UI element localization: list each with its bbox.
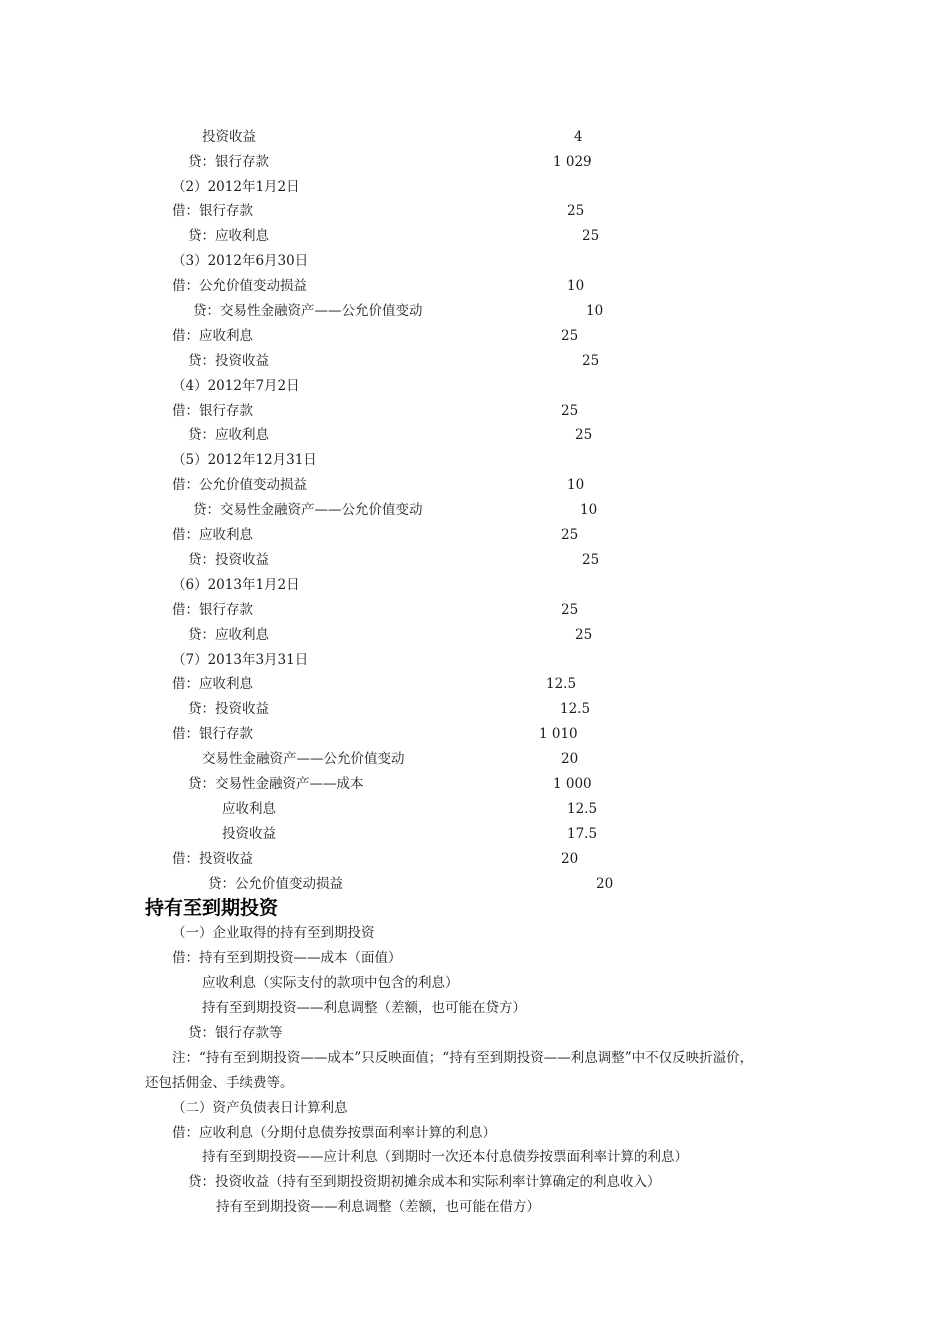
htm-line: 借：应收利息（分期付息债券按票面利率计算的利息） xyxy=(172,1125,496,1141)
entry-amount: 1 000 xyxy=(553,776,592,792)
entry-line: 借：公允价值变动损益 xyxy=(172,278,307,294)
entry-date: （2）2012年1月2日 xyxy=(172,179,300,195)
entry-date: （5）2012年12月31日 xyxy=(172,452,317,468)
entry-line: 投资收益 xyxy=(202,129,256,145)
entry-amount: 25 xyxy=(561,602,579,618)
htm-line: 贷：投资收益（持有至到期投资期初摊余成本和实际利率计算确定的利息收入） xyxy=(188,1174,661,1190)
entry-amount: 17.5 xyxy=(567,826,598,842)
entry-amount: 20 xyxy=(596,876,614,892)
entry-line: 交易性金融资产——公允价值变动 xyxy=(202,751,405,767)
entry-amount: 25 xyxy=(582,552,600,568)
entry-amount: 12.5 xyxy=(567,801,598,817)
entry-line: 借：应收利息 xyxy=(172,676,253,692)
entry-amount: 10 xyxy=(567,477,585,493)
entry-amount: 25 xyxy=(582,353,600,369)
htm-line: （二）资产负债表日计算利息 xyxy=(172,1100,348,1116)
entry-amount: 10 xyxy=(567,278,585,294)
entry-amount: 12.5 xyxy=(546,676,577,692)
htm-line: 借：持有至到期投资——成本（面值） xyxy=(172,950,402,966)
entry-line: 投资收益 xyxy=(222,826,276,842)
entry-line: 贷：银行存款 xyxy=(188,154,269,170)
entry-line: 贷：应收利息 xyxy=(188,427,269,443)
section-title: 持有至到期投资 xyxy=(145,897,279,919)
entry-line: 借：银行存款 xyxy=(172,403,253,419)
entry-line: 借：银行存款 xyxy=(172,726,253,742)
entry-line: 贷：投资收益 xyxy=(188,353,269,369)
entry-amount: 4 xyxy=(574,129,583,145)
entry-line: 借：公允价值变动损益 xyxy=(172,477,307,493)
entry-amount: 20 xyxy=(561,751,579,767)
entry-line: 贷：交易性金融资产——成本 xyxy=(188,776,364,792)
entry-amount: 10 xyxy=(580,502,598,518)
entry-line: 贷：应收利息 xyxy=(188,228,269,244)
entry-amount: 25 xyxy=(567,203,585,219)
entry-amount: 12.5 xyxy=(560,701,591,717)
entry-amount: 20 xyxy=(561,851,579,867)
htm-line: 贷：银行存款等 xyxy=(188,1025,283,1041)
htm-line: 应收利息（实际支付的款项中包含的利息） xyxy=(202,975,459,991)
htm-line: 持有至到期投资——应计利息（到期时一次还本付息债券按票面利率计算的利息） xyxy=(202,1149,688,1165)
entry-line: 贷：投资收益 xyxy=(188,552,269,568)
entry-amount: 25 xyxy=(575,627,593,643)
entry-line: 借：应收利息 xyxy=(172,328,253,344)
entry-amount: 10 xyxy=(586,303,604,319)
entry-line: 借：应收利息 xyxy=(172,527,253,543)
entry-date: （6）2013年1月2日 xyxy=(172,577,300,593)
entry-line: 贷：交易性金融资产——公允价值变动 xyxy=(193,303,423,319)
htm-line: 持有至到期投资——利息调整（差额，也可能在贷方） xyxy=(202,1000,526,1016)
entry-amount: 25 xyxy=(561,328,579,344)
entry-line: 贷：应收利息 xyxy=(188,627,269,643)
entry-amount: 1 029 xyxy=(553,154,592,170)
htm-note: 还包括佣金、手续费等。 xyxy=(145,1075,294,1091)
entry-amount: 25 xyxy=(561,403,579,419)
htm-line: 持有至到期投资——利息调整（差额，也可能在借方） xyxy=(216,1199,540,1215)
entry-line: 贷：投资收益 xyxy=(188,701,269,717)
entry-amount: 25 xyxy=(575,427,593,443)
entry-amount: 1 010 xyxy=(539,726,578,742)
entry-line: 借：银行存款 xyxy=(172,203,253,219)
entry-date: （3）2012年6月30日 xyxy=(172,253,309,269)
htm-note: 注：“持有至到期投资——成本”只反映面值；“持有至到期投资——利息调整”中不仅反映折溢价， xyxy=(172,1050,754,1066)
entry-line: 借：投资收益 xyxy=(172,851,253,867)
htm-line: （一）企业取得的持有至到期投资 xyxy=(172,925,375,941)
entry-line: 贷：交易性金融资产——公允价值变动 xyxy=(193,502,423,518)
entry-date: （7）2013年3月31日 xyxy=(172,652,309,668)
entry-amount: 25 xyxy=(582,228,600,244)
entry-line: 贷：公允价值变动损益 xyxy=(208,876,343,892)
entry-date: （4）2012年7月2日 xyxy=(172,378,300,394)
entry-line: 借：银行存款 xyxy=(172,602,253,618)
entry-amount: 25 xyxy=(561,527,579,543)
entry-line: 应收利息 xyxy=(222,801,276,817)
